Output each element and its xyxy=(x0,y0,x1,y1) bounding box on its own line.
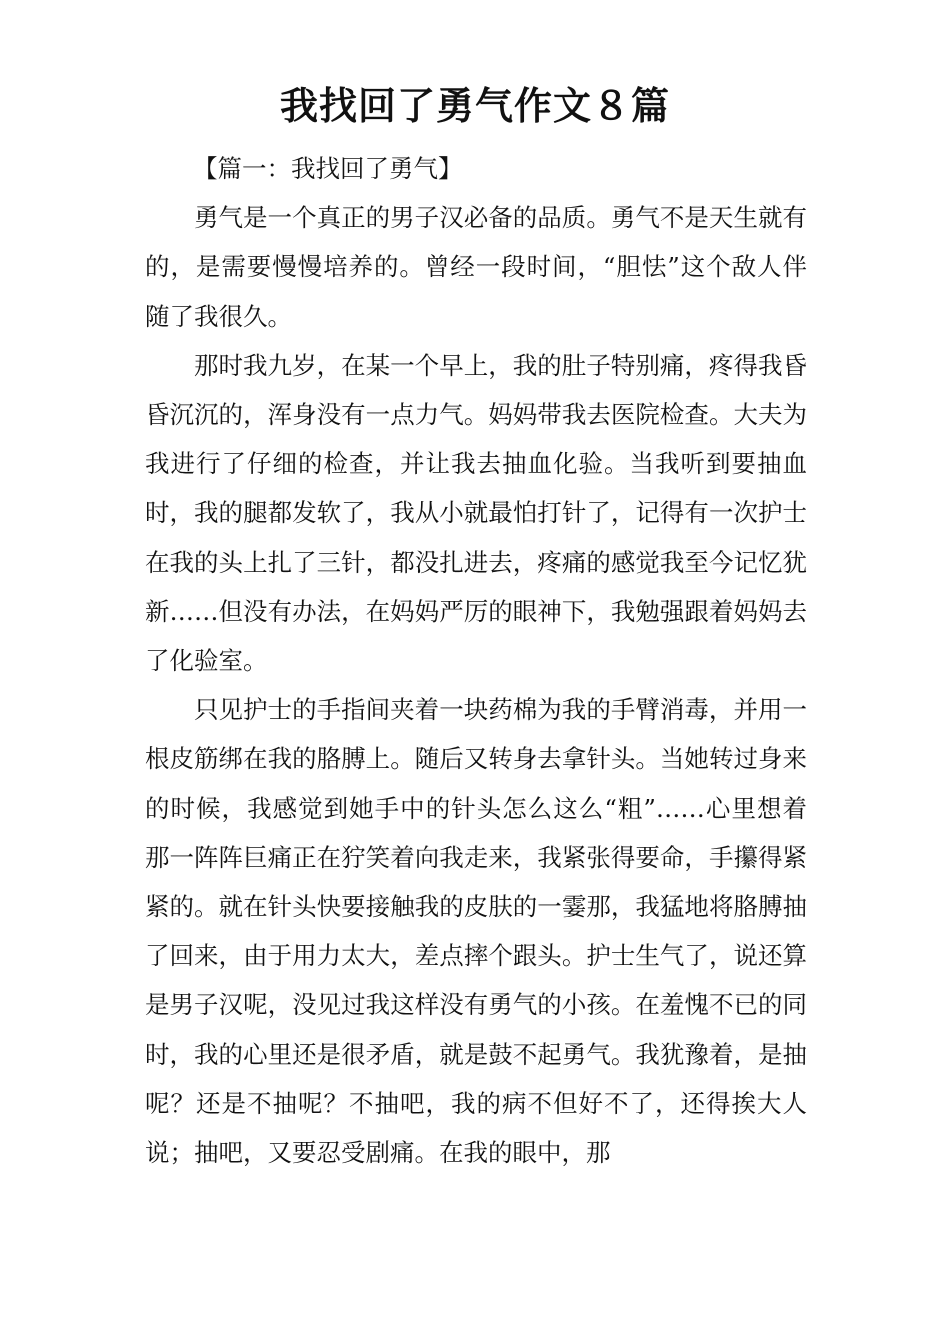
paragraph-2: 那时我九岁，在某一个早上，我的肚子特别痛，疼得我昏昏沉沉的，浑身没有一点力气。妈妈带我去医院检查。大夫为我进行了仔细的检查，并让我去抽血化验。当我听到要抽血时，我的腿都发软了，我从小就最怕打针了，记得有一次护士在我的头上扎了三针，都没扎进去，疼痛的感觉我至今记忆犹新……但没有办法，在妈妈严厉的眼神下，我勉强跟着妈妈去了化验室。 xyxy=(145,350,807,676)
document-title: 我找回了勇气作文８篇 xyxy=(279,83,670,128)
document-body xyxy=(145,144,807,1177)
paragraph-3: 只见护士的手指间夹着一块药棉为我的手臂消毒，并用一根皮筋绑在我的胳膊上。随后又转身去拿针头。当她转过身来的时候，我感觉到她手中的针头怎么这么“粗”……心里想着那一阵阵巨痛正在狞笑着向我走来，我紧张得要命，手攥得紧紧的。就在针头快要接触我的皮肤的一霎那，我猛地将胳膊抽了回来，由于用力太大，差点摔个跟头。护士生气了，说还算是男子汉呢，没见过我这样没有勇气的小孩。在羞愧不已的同时，我的心里还是很矛盾，就是鼓不起勇气。我犹豫着，是抽呢？还是不抽呢？不抽吧，我的病不但好不了，还得挨大人说；抽吧，又要忍受剧痛。在我的眼中，那 xyxy=(145,695,807,1168)
paragraph-1: 勇气是一个真正的男子汉必备的品质。勇气不是天生就有的，是需要慢慢培养的。曾经一段时间，“胆怯”这个敌人伴随了我很久。 xyxy=(145,203,807,331)
section-heading: 【篇一：我找回了勇气】 xyxy=(193,154,463,183)
